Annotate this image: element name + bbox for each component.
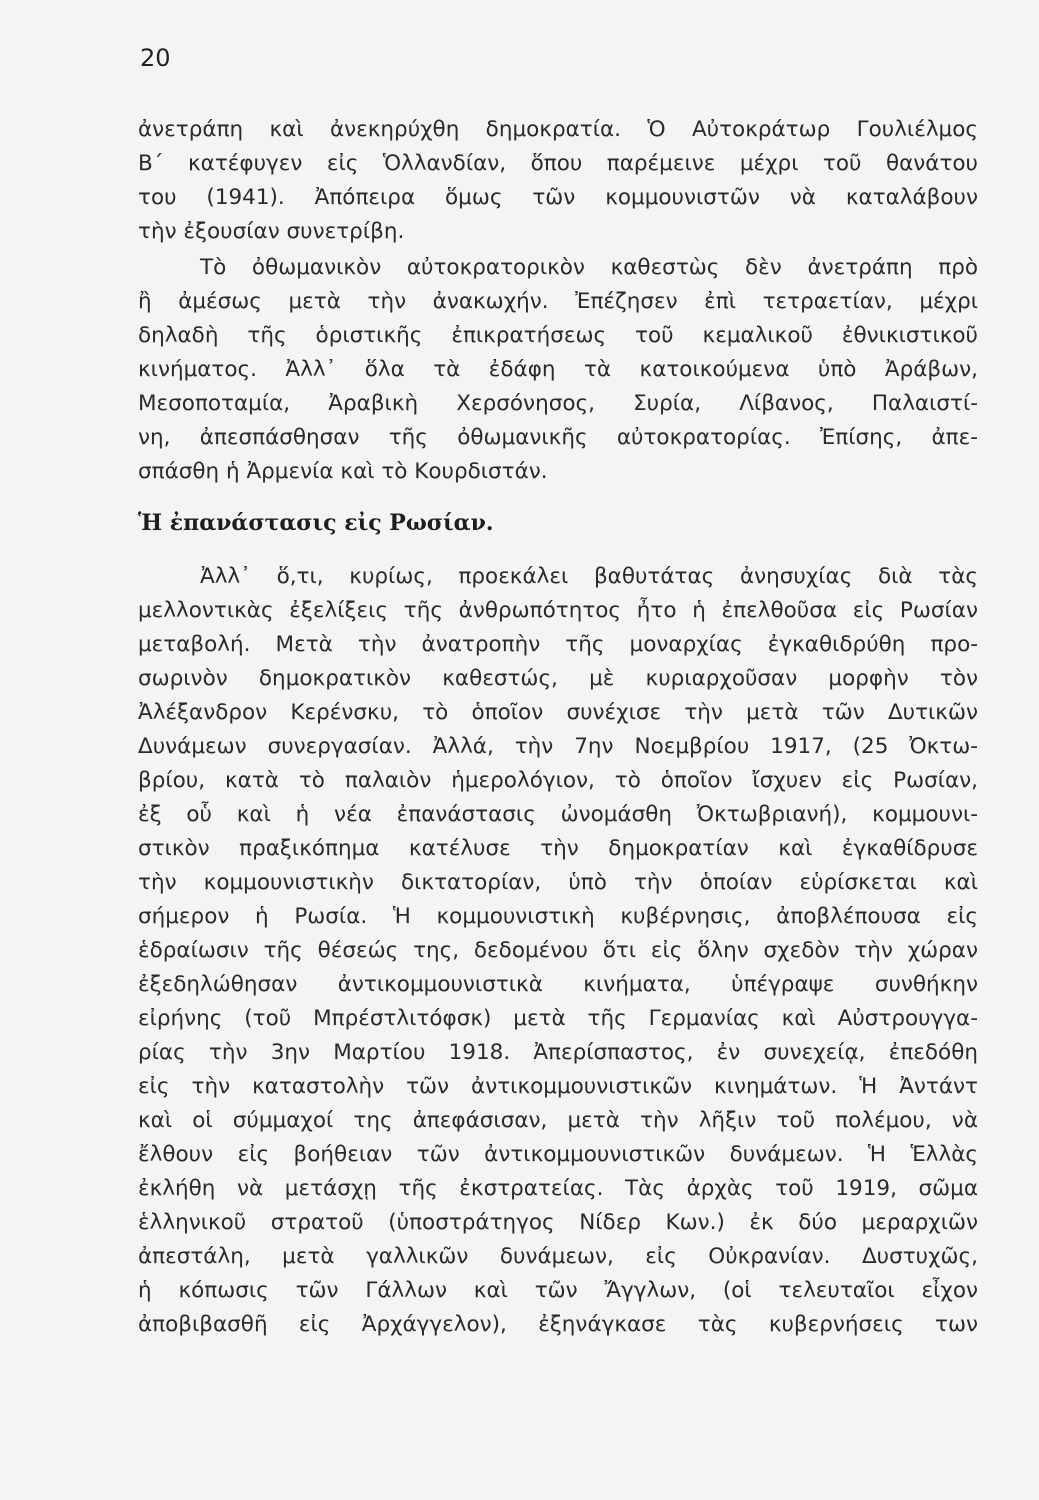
text-line: ἡ κόπωσις τῶν Γάλλων καὶ τῶν Ἄγγλων, (οἱ τελευταῖοι εἶχον xyxy=(138,1278,978,1303)
text-line: ἀπεστάλη, μετὰ γαλλικῶν δυνάμεων, εἰς Οὐκρανίαν. Δυστυχῶς, xyxy=(138,1244,978,1269)
text-line: σπάσθη ἡ Ἀρμενία καὶ τὸ Κουρδιστάν. xyxy=(138,459,548,484)
text-line: μεταβολή. Μετὰ τὴν ἀνατροπὴν τῆς μοναρχίας ἐγκαθιδρύθη προ- xyxy=(138,632,978,657)
text-line: μελλοντικὰς ἐξελίξεις τῆς ἀνθρωπότητος ἦτο ἡ ἐπελθοῦσα εἰς Ρωσίαν xyxy=(138,598,978,623)
text-line: Μεσοποταμία, Ἀραβικὴ Χερσόνησος, Συρία, Λίβανος, Παλαιστί- xyxy=(138,391,978,416)
text-line: ἀνετράπη καὶ ἀνεκηρύχθη δημοκρατία. Ὁ Αὐτοκράτωρ Γουλιέλμος xyxy=(138,117,978,142)
text-line: ἐκλήθη νὰ μετάσχῃ τῆς ἐκστρατείας. Τὰς ἀρχὰς τοῦ 1919, σῶμα xyxy=(138,1176,978,1201)
text-line: τὴν ἐξουσίαν συνετρίβη. xyxy=(138,219,405,244)
text-line: στικὸν πραξικόπημα κατέλυσε τὴν δημοκρατίαν καὶ ἐγκαθίδρυσε xyxy=(138,836,978,861)
text-line: Β΄ κατέφυγεν εἰς Ὁλλανδίαν, ὅπου παρέμεινε μέχρι τοῦ θανάτου xyxy=(138,151,978,176)
section-heading: Ἡ ἐπανάστασις εἰς Ρωσίαν. xyxy=(138,510,494,536)
text-line: σωρινὸν δημοκρατικὸν καθεστώς, μὲ κυριαρχοῦσαν μορφὴν τὸν xyxy=(138,666,978,691)
text-line: δηλαδὴ τῆς ὁριστικῆς ἐπικρατήσεως τοῦ κεμαλικοῦ ἐθνικιστικοῦ xyxy=(138,323,978,348)
text-line: ἀποβιβασθῆ εἰς Ἀρχάγγελον), ἐξηνάγκασε τὰς κυβερνήσεις των xyxy=(138,1312,978,1337)
text-line: ἐξεδηλώθησαν ἀντικομμουνιστικὰ κινήματα, ὑπέγραψε συνθήκην xyxy=(138,972,978,997)
text-line: ἑδραίωσιν τῆς θέσεώς της, δεδομένου ὅτι εἰς ὅλην σχεδὸν τὴν χώραν xyxy=(138,938,978,963)
text-line: ἐξ οὗ καὶ ἡ νέα ἐπανάστασις ὠνομάσθη Ὀκτωβριανή), κομμουνι- xyxy=(138,802,978,827)
text-line: Ἀλλ᾿ ὅ,τι, κυρίως, προεκάλει βαθυτάτας ἀνησυχίας διὰ τὰς xyxy=(200,564,978,589)
text-line: ρίας τὴν 3ην Μαρτίου 1918. Ἀπερίσπαστος, ἐν συνεχείᾳ, ἐπεδόθη xyxy=(138,1040,978,1065)
text-line: εἰς τὴν καταστολὴν τῶν ἀντικομμουνιστικῶν κινημάτων. Ἡ Ἀντάντ xyxy=(138,1074,978,1099)
text-line: ἑλληνικοῦ στρατοῦ (ὑποστράτηγος Νίδερ Κων.) ἐκ δύο μεραρχιῶν xyxy=(138,1210,978,1235)
text-line: του (1941). Ἀπόπειρα ὅμως τῶν κομμουνιστῶν νὰ καταλάβουν xyxy=(138,185,978,210)
text-line: βρίου, κατὰ τὸ παλαιὸν ἡμερολόγιον, τὸ ὁποῖον ἴσχυεν εἰς Ρωσίαν, xyxy=(138,768,978,793)
text-line: εἰρήνης (τοῦ Μπρέστλιτόφσκ) μετὰ τῆς Γερμανίας καὶ Αὐστρουγγα- xyxy=(138,1006,978,1031)
text-line: καὶ οἱ σύμμαχοί της ἀπεφάσισαν, μετὰ τὴν λῆξιν τοῦ πολέμου, νὰ xyxy=(138,1108,978,1133)
text-line: Ἀλέξανδρον Κερένσκυ, τὸ ὁποῖον συνέχισε τὴν μετὰ τῶν Δυτικῶν xyxy=(138,700,978,725)
page-number: 20 xyxy=(140,44,171,72)
text-line: ἔλθουν εἰς βοήθειαν τῶν ἀντικομμουνιστικῶν δυνάμεων. Ἡ Ἑλλὰς xyxy=(138,1142,978,1167)
text-line: νη, ἀπεσπάσθησαν τῆς ὀθωμανικῆς αὐτοκρατορίας. Ἐπίσης, ἀπε- xyxy=(138,425,978,450)
text-line: σήμερον ἡ Ρωσία. Ἡ κομμουνιστικὴ κυβέρνησις, ἀποβλέπουσα εἰς xyxy=(138,904,978,929)
text-line: τὴν κομμουνιστικὴν δικτατορίαν, ὑπὸ τὴν ὁποίαν εὑρίσκεται καὶ xyxy=(138,870,978,895)
text-line: κινήματος. Ἀλλ᾿ ὅλα τὰ ἐδάφη τὰ κατοικούμενα ὑπὸ Ἀράβων, xyxy=(138,357,978,382)
text-line: Τὸ ὀθωμανικὸν αὐτοκρατορικὸν καθεστὼς δὲν ἀνετράπη πρὸ xyxy=(200,255,978,280)
text-line: ἢ ἀμέσως μετὰ τὴν ἀνακωχήν. Ἐπέζησεν ἐπὶ τετραετίαν, μέχρι xyxy=(138,289,978,314)
text-line: Δυνάμεων συνεργασίαν. Ἀλλά, τὴν 7ην Νοεμβρίου 1917, (25 Ὀκτω- xyxy=(138,734,978,759)
